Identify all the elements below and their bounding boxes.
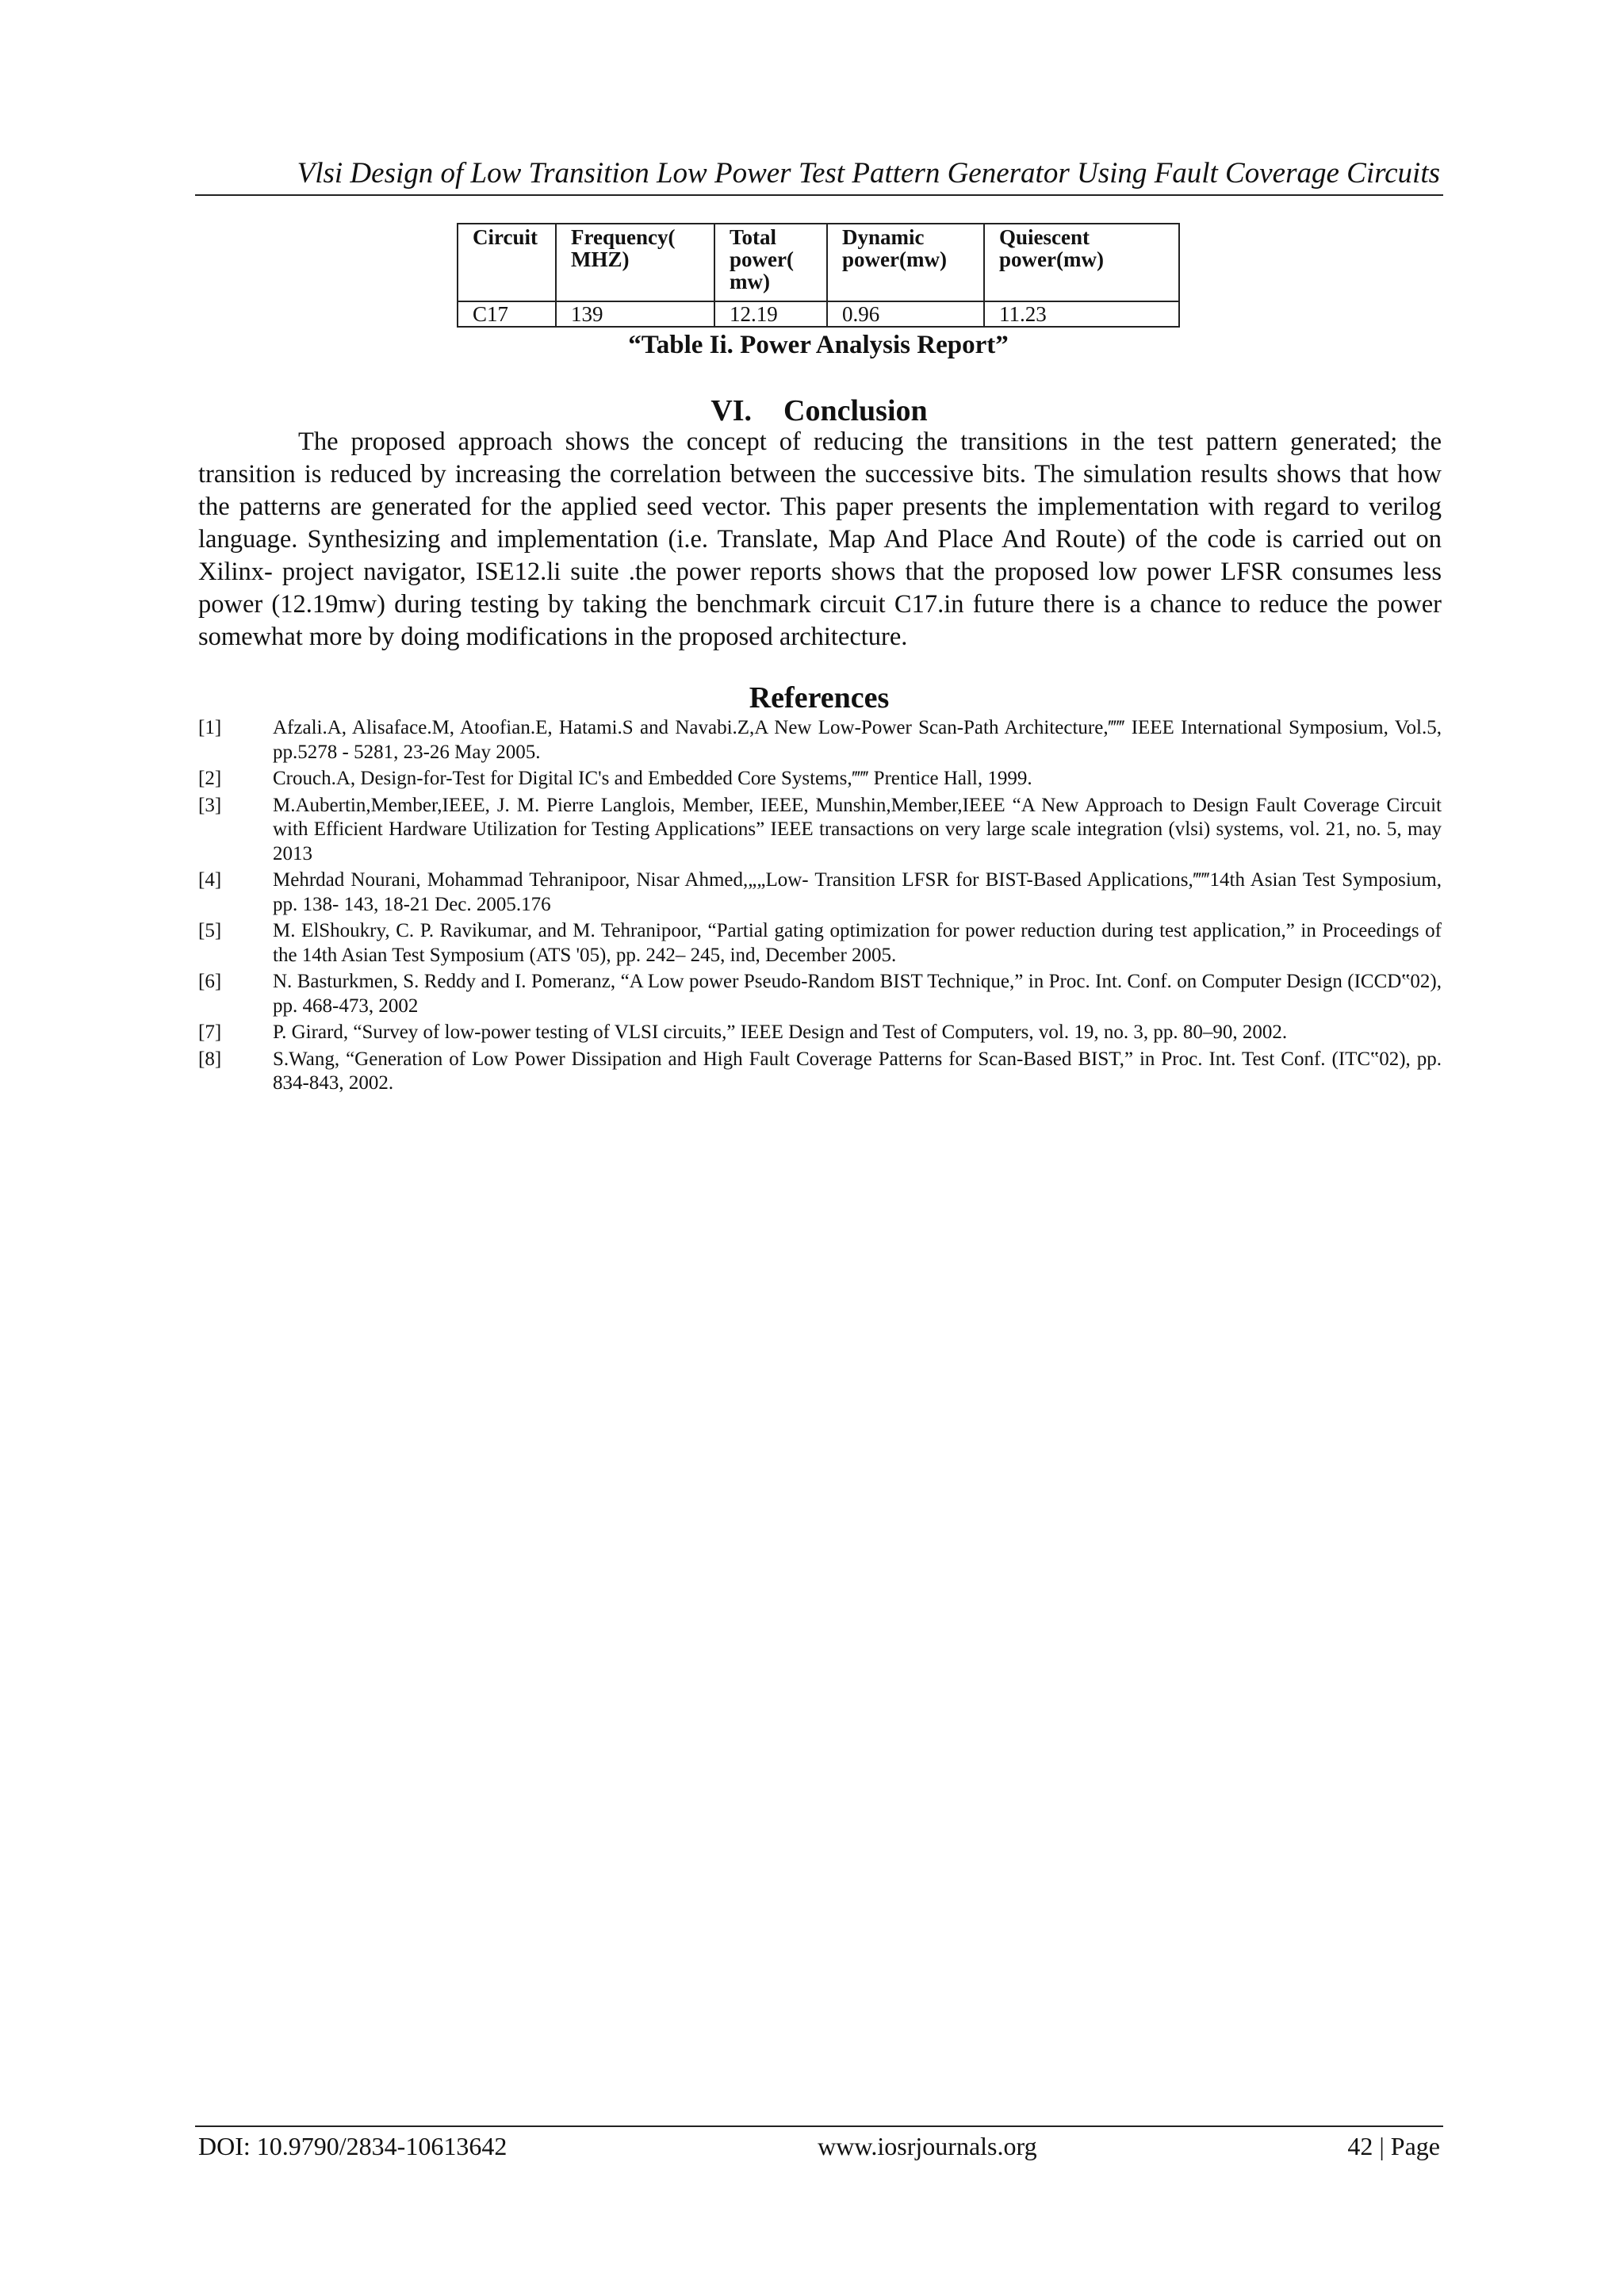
header-rule — [195, 194, 1443, 196]
reference-number: [7] — [198, 1022, 222, 1043]
reference-number: [6] — [198, 971, 222, 992]
table-cell: 11.23 — [984, 301, 1179, 327]
reference-number: [4] — [198, 869, 222, 891]
table-cell: 12.19 — [714, 301, 827, 327]
footer-rule — [195, 2125, 1443, 2127]
reference-number: [3] — [198, 794, 222, 816]
reference-number: [8] — [198, 1048, 222, 1070]
reference-item — [198, 794, 1442, 867]
reference-item — [198, 767, 1442, 792]
conclusion-paragraph: The proposed approach shows the concept of reducing the transitions in the test pattern generated; the transition is reduced by increasing the correlation between the successive bits. The simulation results shows that how the patterns are generated for the applied seed vector. This paper presents the implementation with regard to verilog language. Synthesizing and implementation (i.e. Translate, Map And Place And Route) of the code is carried out on Xilinx- project navigator, ISE12.li suite .the power reports shows that the proposed low power LFSR consumes less power (12.19mw) during testing by taking the benchmark circuit C17.in future there is a chance to reduce the power somewhat more by doing modifications in the proposed architecture. — [198, 427, 1442, 651]
section-number: VI. — [710, 394, 753, 427]
table-header-cell: Circuit — [458, 224, 556, 301]
table-cell: 0.96 — [827, 301, 984, 327]
table-cell: C17 — [458, 301, 556, 327]
reference-text: Crouch.A, Design-for-Test for Digital IC's and Embedded Core Systems,‴‴ Prentice Hall, 1999. — [273, 768, 1032, 789]
running-head: Vlsi Design of Low Transition Low Power Test Pattern Generator Using Fault Coverage Circuits — [297, 157, 1440, 190]
reference-item — [198, 716, 1442, 765]
table-header-cell: Frequency( MHZ) — [556, 224, 714, 301]
table-header-cell: Dynamic power(mw) — [827, 224, 984, 301]
references-heading: References — [749, 681, 890, 715]
references-list — [198, 716, 1442, 1098]
table-row — [458, 301, 1179, 327]
section-heading — [195, 393, 1443, 428]
reference-text: M. ElShoukry, C. P. Ravikumar, and M. Tehranipoor, “Partial gating optimization for power reduction during test application,” in Proceedings of the 14th Asian Test Symposium (ATS '05), pp. 242– 245, ind, December 2005. — [273, 920, 1442, 966]
table-header-cell: Total power( mw) — [714, 224, 827, 301]
reference-number: [5] — [198, 920, 222, 941]
reference-text: M.Aubertin,Member,IEEE, J. M. Pierre Langlois, Member, IEEE, Munshin,Member,IEEE “A New Approach to Design Fault Coverage Circuit with Efficient Hardware Utilization for Testing Applications” IEEE transactions on very large scale integration (vlsi) systems, vol. 21, no. 5, may 2013 — [273, 794, 1442, 864]
page-footer — [198, 2130, 1440, 2162]
reference-number: [1] — [198, 717, 222, 738]
reference-item — [198, 1021, 1442, 1045]
footer-website: www.iosrjournals.org — [818, 2132, 1037, 2160]
reference-item — [198, 970, 1442, 1018]
reference-text: Afzali.A, Alisaface.M, Atoofian.E, Hatami.S and Navabi.Z,A New Low-Power Scan-Path Architecture,‴‴ IEEE International Symposium, Vol.5, pp.5278 - 5281, 23-26 May 2005. — [273, 717, 1442, 763]
table-header-cell: Quiescent power(mw) — [984, 224, 1179, 301]
table-header-row — [458, 224, 1179, 301]
table-cell: 139 — [556, 301, 714, 327]
footer-doi: DOI: 10.9790/2834-10613642 — [198, 2132, 508, 2160]
reference-item — [198, 868, 1442, 917]
reference-item — [198, 1048, 1442, 1096]
reference-text: Mehrdad Nourani, Mohammad Tehranipoor, Nisar Ahmed,„„Low- Transition LFSR for BIST-Based Applications,‴‴14th Asian Test Symposium, pp. 138- 143, 18-21 Dec. 2005.176 — [273, 869, 1442, 915]
reference-number: [2] — [198, 768, 222, 789]
footer-page-number: 42 | Page — [1347, 2132, 1440, 2160]
reference-text: N. Basturkmen, S. Reddy and I. Pomeranz, “A Low power Pseudo-Random BIST Technique,” in Proc. Int. Conf. on Computer Design (ICCD‟02), pp. 468-473, 2002 — [273, 971, 1442, 1017]
power-analysis-table — [457, 223, 1180, 328]
reference-text: P. Girard, “Survey of low-power testing of VLSI circuits,” IEEE Design and Test of Computers, vol. 19, no. 3, pp. 80–90, 2002. — [273, 1022, 1288, 1043]
table-caption: “Table Ii. Power Analysis Report” — [628, 331, 1009, 359]
reference-item — [198, 919, 1442, 968]
section-title: Conclusion — [783, 394, 928, 427]
reference-text: S.Wang, “Generation of Low Power Dissipation and High Fault Coverage Patterns for Scan-Based BIST,” in Proc. Int. Test Conf. (ITC‟02), pp. 834-843, 2002. — [273, 1048, 1442, 1094]
